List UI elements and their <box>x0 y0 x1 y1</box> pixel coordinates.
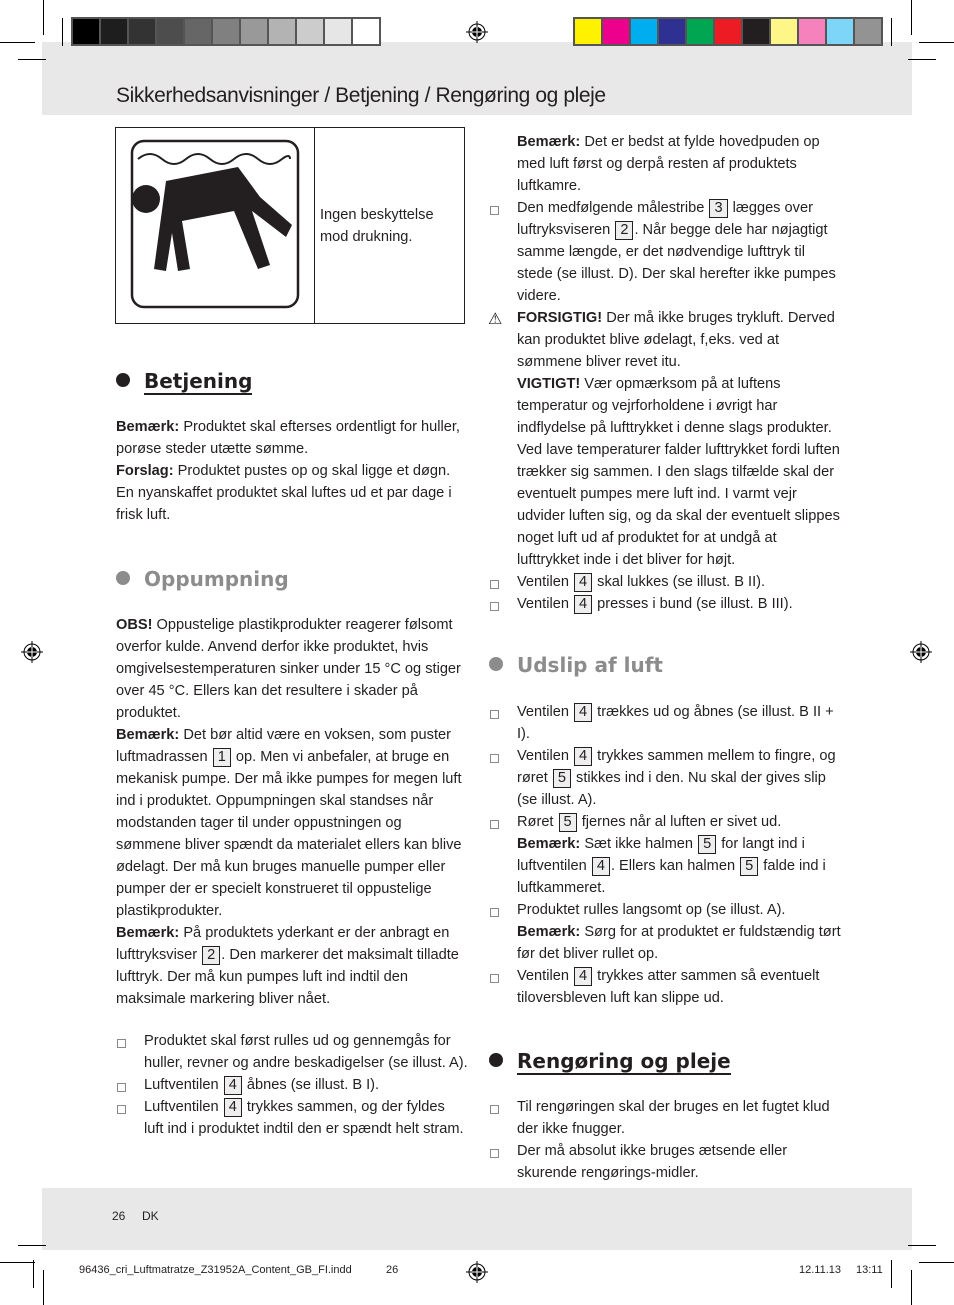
checkbox-bullet-icon <box>490 206 499 215</box>
color-swatch <box>185 19 213 44</box>
slug-filename: 96436_cri_Luftmatratze_Z31952A_Content_GB_FI.indd <box>79 1264 352 1276</box>
text: Produktet pustes op og skal ligge et døgn. En nyanskaffet produktet skal luftes ud et par dage i frisk luft. <box>116 463 452 523</box>
text: lægges over luftryksviseren <box>517 200 813 238</box>
text: Det bør altid være en voksen, som puster luftmadrassen <box>116 727 451 765</box>
text: Luftventilen <box>144 1099 223 1115</box>
text: falde ind i luftkammeret. <box>517 858 826 896</box>
crop-mark <box>908 59 936 60</box>
crop-mark <box>43 0 44 35</box>
text: . Den markerer det maksimalt tilladte lufttryk. Der må kun pumpes luft ind indtil den maksimale markering bliver nået. <box>116 947 459 1007</box>
list-item <box>517 197 843 307</box>
part-number-badge: 5 <box>559 813 577 832</box>
list-item <box>517 899 843 921</box>
list-item <box>517 965 843 1009</box>
text: trykkes atter sammen så eventuelt tiloversbleven luft kan slippe ud. <box>517 968 820 1006</box>
part-number-badge: 2 <box>615 221 633 240</box>
part-number-badge: 1 <box>213 748 231 767</box>
grayscale-color-bar <box>71 17 381 46</box>
label-bold: Bemærk: <box>517 134 581 150</box>
crop-mark <box>911 1270 912 1305</box>
text: trykkes sammen mellem to fingre, og røret <box>517 748 836 786</box>
crop-mark <box>62 18 63 46</box>
rengoring-steps <box>517 1096 843 1184</box>
oppumpning-text <box>116 614 468 1010</box>
process-color-bar <box>573 17 883 46</box>
label-bold: Bemærk: <box>116 419 180 435</box>
page-title: Sikkerhedsanvisninger / Betjening / Rengøring og pleje <box>116 84 606 107</box>
color-swatch <box>687 19 715 44</box>
text: På produktets yderkant er der anbragt en lufttryksviser <box>116 925 450 963</box>
no-drowning-protection-icon <box>130 139 300 309</box>
crop-mark <box>919 42 954 43</box>
slug-date: 12.11.13 <box>799 1264 842 1276</box>
warning-text: Ingen beskyttelse mod drukning. <box>315 128 465 324</box>
checkbox-bullet-icon <box>490 602 499 611</box>
checkbox-bullet-icon <box>117 1105 126 1114</box>
text: Produktet rulles langsomt op (se illust. A). <box>517 902 786 918</box>
color-swatch <box>715 19 743 44</box>
crop-mark <box>0 42 35 43</box>
crop-mark <box>33 1260 34 1288</box>
text: Ventilen <box>517 968 573 984</box>
paragraph <box>517 373 843 571</box>
language-code: DK <box>142 1209 159 1223</box>
part-number-badge: 4 <box>574 595 592 614</box>
crop-mark <box>911 0 912 35</box>
list-item <box>517 571 843 593</box>
color-swatch <box>659 19 687 44</box>
checkbox-bullet-icon <box>490 580 499 589</box>
checkbox-bullet-icon <box>490 974 499 983</box>
registration-mark-icon <box>466 21 488 43</box>
part-number-badge: 4 <box>574 967 592 986</box>
text: Produktet skal først rulles ud og gennemgås for huller, revner og andre beskadigelser (se illust. A). <box>144 1033 468 1071</box>
color-swatch <box>743 19 771 44</box>
paragraph <box>116 416 468 460</box>
color-swatch <box>827 19 855 44</box>
text: trykkes sammen, og der fyldes luft ind i produktet indtil den er spændt helt stram. <box>144 1099 464 1137</box>
list-item <box>116 1074 468 1096</box>
text: åbnes (se illust. B I). <box>242 1077 380 1093</box>
list-item <box>116 1096 468 1140</box>
part-number-badge: 4 <box>592 857 610 876</box>
part-number-badge: 5 <box>553 769 571 788</box>
crop-mark <box>919 1262 954 1263</box>
bullet-icon <box>489 657 503 671</box>
label-bold: FORSIGTIG! <box>517 310 603 326</box>
registration-mark-icon <box>21 641 43 663</box>
color-swatch <box>213 19 241 44</box>
text: Produktet skal efterses ordentligt for huller, porøse steder utætte sømme. <box>116 419 460 457</box>
color-swatch <box>269 19 297 44</box>
text: Det er bedst at fylde hovedpuden op med luft først og derpå resten af produktets luftkamre. <box>517 134 820 194</box>
oppumpning-continued <box>488 131 843 615</box>
crop-mark <box>891 1260 892 1288</box>
crop-mark <box>908 1245 936 1246</box>
text: Sæt ikke halmen <box>580 836 698 852</box>
betjening-text <box>116 416 468 526</box>
crop-mark <box>0 1262 35 1263</box>
checkbox-bullet-icon <box>490 820 499 829</box>
text: op. Men vi anbefaler, at bruge en mekanisk pumpe. Der må ikke pumpes for megen luft ind i produktet. Oppumpningen skal standses når modstanden tager til under oppustningen og sømmene bliver spændt da materialet ellers kan blive ødelagt. Der må kun bruges manuelle pumper eller pumper der er specielt konstrueret til oppustelige plastikprodukter. <box>116 749 462 919</box>
heading-betjening: Betjening <box>116 369 252 393</box>
page-number: 26 <box>112 1209 126 1223</box>
oppumpning-steps <box>116 1030 468 1140</box>
heading-oppumpning: Oppumpning <box>116 567 289 591</box>
text: Der må absolut ikke bruges ætsende eller skurende rengørings-midler. <box>517 1143 788 1181</box>
checkbox-bullet-icon <box>117 1083 126 1092</box>
color-swatch <box>101 19 129 44</box>
crop-mark <box>18 1245 46 1246</box>
paragraph <box>116 922 468 1010</box>
text: presses i bund (se illust. B III). <box>593 596 793 612</box>
part-number-badge: 4 <box>224 1098 242 1117</box>
text: Ventilen <box>517 574 573 590</box>
color-swatch <box>129 19 157 44</box>
text: Luftventilen <box>144 1077 223 1093</box>
part-number-badge: 4 <box>574 703 592 722</box>
bullet-icon <box>489 1053 503 1067</box>
color-swatch <box>73 19 101 44</box>
bullet-icon <box>116 571 130 585</box>
checkbox-bullet-icon <box>490 754 499 763</box>
color-swatch <box>631 19 659 44</box>
text: Sørg for at produktet er fuldstændig tørt før det bliver rullet op. <box>517 924 841 962</box>
slug-page: 26 <box>386 1264 399 1276</box>
part-number-badge: 4 <box>224 1076 242 1095</box>
registration-mark-icon <box>910 641 932 663</box>
text: skal lukkes (se illust. B II). <box>593 574 766 590</box>
warning-note <box>488 307 843 373</box>
text: Vær opmærksom på at luftens temperatur og vejrforholdene i øvrigt har indflydelse på lufttrykket i denne slags produkter. Ved lave temperaturer falder lufttrykket fordi luften trækker sig sammen. I den slags tilfælde skal der eventuelt pumpes mere luft ind. I varmt vejr udvider luften sig, og da skal der eventuelt slippes noget luft ud af produktet for at undgå at lufttrykket inde i det bliver for højt. <box>517 376 840 568</box>
color-swatch <box>603 19 631 44</box>
color-swatch <box>855 19 881 44</box>
warning-table <box>115 127 465 324</box>
color-swatch <box>241 19 269 44</box>
list-item <box>517 745 843 811</box>
text: for langt ind i luftventilen <box>517 836 805 874</box>
text: Den medfølgende målestribe <box>517 200 709 216</box>
text: trækkes ud og åbnes (se illust. B II + I). <box>517 704 834 742</box>
text: Oppustelige plastikprodukter reagerer følsomt overfor kulde. Anvend derfor ikke produktet, hvis omgivelsestemperaturen sinker under 15 °C og stiger over 45 °C. Ellers kan det resultere i skader på produktet. <box>116 617 461 721</box>
list-item <box>517 811 843 833</box>
bullet-icon <box>116 373 130 387</box>
list-item <box>517 1096 843 1140</box>
color-swatch <box>575 19 603 44</box>
slug-time: 13:11 <box>856 1264 883 1276</box>
list-item <box>517 593 843 615</box>
label-bold: Forslag: <box>116 463 174 479</box>
part-number-badge: 4 <box>574 747 592 766</box>
paragraph <box>517 921 843 965</box>
heading-udslip-af-luft: Udslip af luft <box>489 653 663 677</box>
paragraph <box>116 460 468 526</box>
label-bold: Bemærk: <box>116 925 180 941</box>
part-number-badge: 2 <box>202 946 220 965</box>
label-bold: OBS! <box>116 617 153 633</box>
crop-mark <box>891 18 892 46</box>
label-bold: Bemærk: <box>517 836 581 852</box>
text: stikkes ind i den. Nu skal der gives slip (se illust. A). <box>517 770 826 808</box>
list-item <box>517 1140 843 1184</box>
color-swatch <box>353 19 379 44</box>
text: Røret <box>517 814 558 830</box>
color-swatch <box>325 19 353 44</box>
text: Der må ikke bruges trykluft. Derved kan produktet blive ødelagt, f,eks. ved at sømmene bliver revet itu. <box>517 310 835 370</box>
color-swatch <box>771 19 799 44</box>
crop-mark <box>43 1270 44 1305</box>
label-bold: VIGTIGT! <box>517 376 581 392</box>
heading-rengoring-og-pleje: Rengøring og pleje <box>489 1049 731 1073</box>
text: Ventilen <box>517 596 573 612</box>
udslip-steps <box>517 701 843 1009</box>
label-bold: Bemærk: <box>116 727 180 743</box>
part-number-badge: 5 <box>698 835 716 854</box>
crop-mark <box>18 59 46 60</box>
part-number-badge: 3 <box>709 199 727 218</box>
warning-triangle-icon: ⚠ <box>488 311 503 328</box>
checkbox-bullet-icon <box>490 1149 499 1158</box>
paragraph <box>517 131 843 197</box>
color-swatch <box>799 19 827 44</box>
paragraph <box>116 614 468 724</box>
checkbox-bullet-icon <box>490 1105 499 1114</box>
part-number-badge: 4 <box>574 573 592 592</box>
checkbox-bullet-icon <box>117 1039 126 1048</box>
text: Ventilen <box>517 748 573 764</box>
list-item <box>517 701 843 745</box>
text: . Når begge dele har nøjagtigt samme længde, er det nødvendige lufttryk til stede (se illust. D). Der skal herefter ikke pumpes videre. <box>517 222 836 304</box>
text: Ventilen <box>517 704 573 720</box>
part-number-badge: 5 <box>740 857 758 876</box>
registration-mark-icon <box>466 1261 488 1283</box>
color-swatch <box>157 19 185 44</box>
text: . Ellers kan halmen <box>610 858 740 874</box>
paragraph <box>116 724 468 922</box>
checkbox-bullet-icon <box>490 908 499 917</box>
footer-band <box>42 1188 912 1250</box>
list-item <box>116 1030 468 1074</box>
text: Til rengøringen skal der bruges en let fugtet klud der ikke fnugger. <box>517 1099 830 1137</box>
color-swatch <box>297 19 325 44</box>
text: fjernes når al luften er sivet ud. <box>577 814 782 830</box>
paragraph <box>517 833 843 899</box>
checkbox-bullet-icon <box>490 710 499 719</box>
label-bold: Bemærk: <box>517 924 581 940</box>
